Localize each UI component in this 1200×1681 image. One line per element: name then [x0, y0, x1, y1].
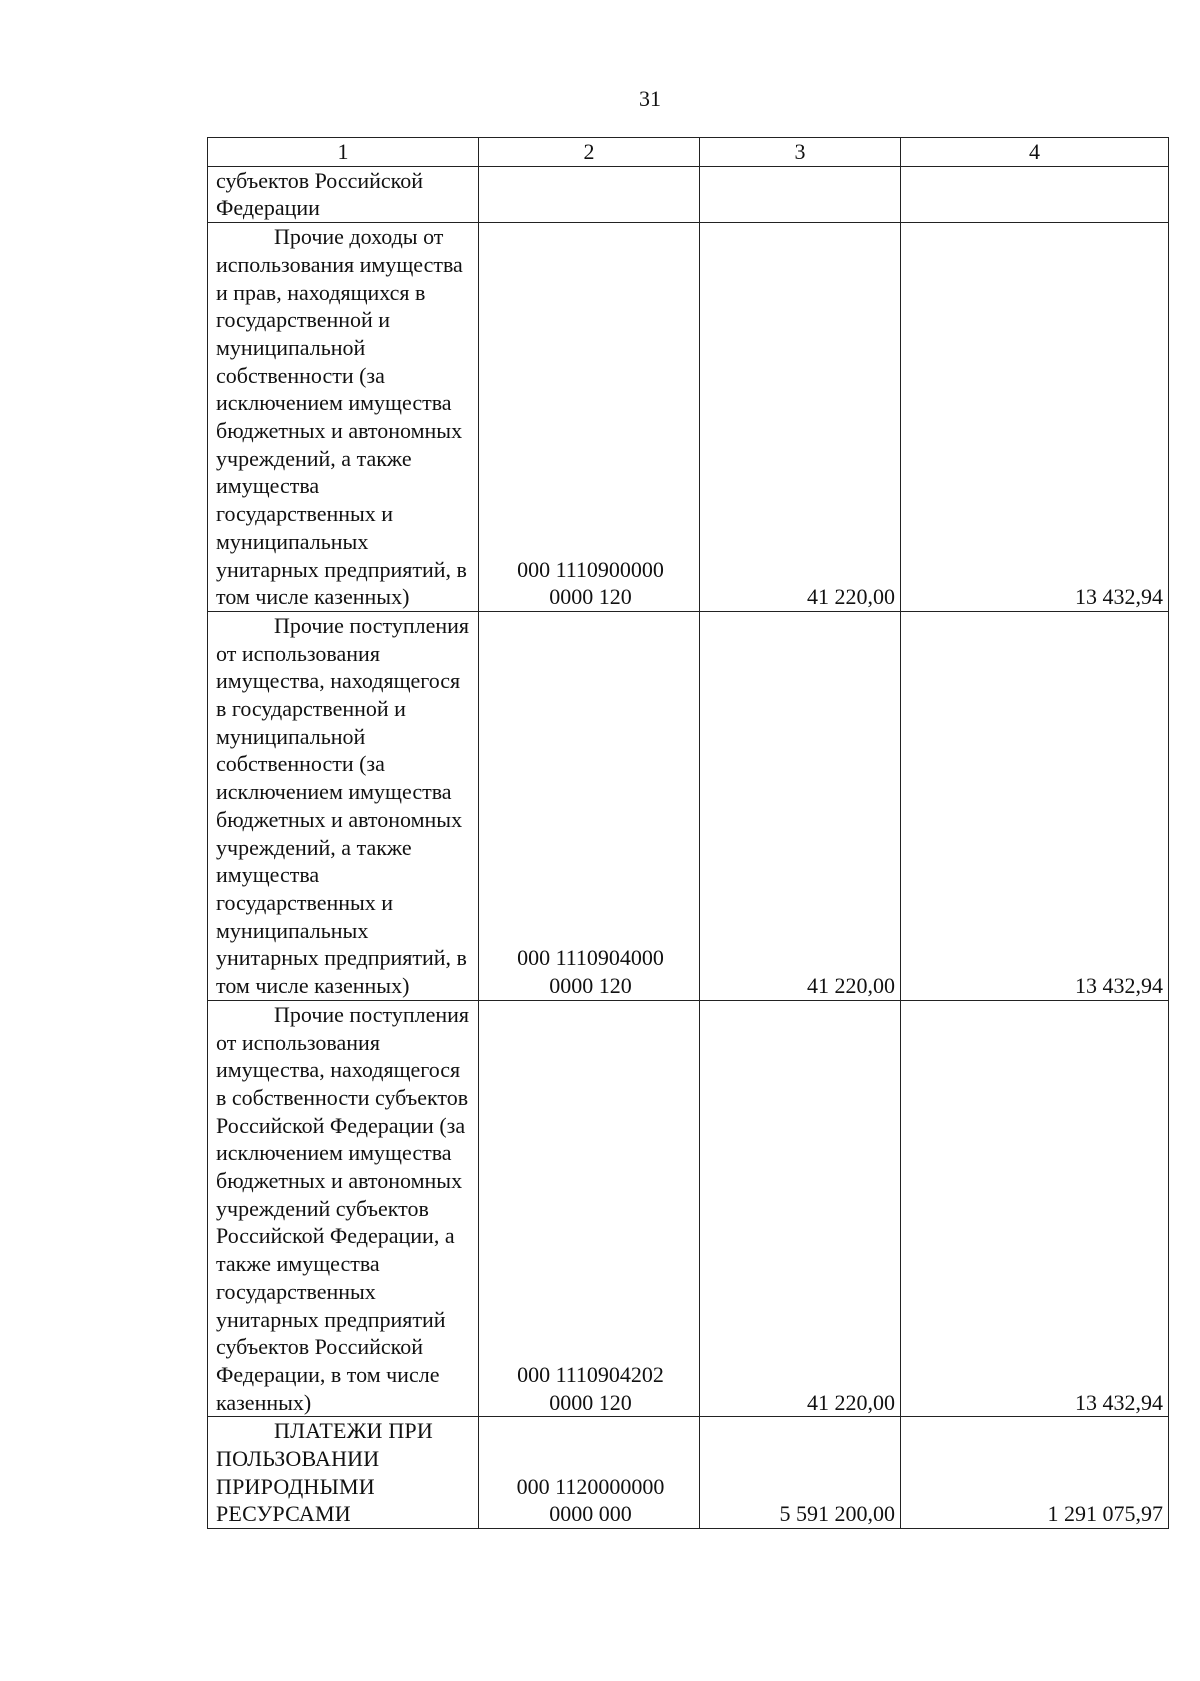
- plan-cell: 41 220,00: [700, 223, 901, 612]
- row-name-cell: [208, 611, 479, 1000]
- row-name-line: собственности (за: [216, 751, 385, 777]
- row-name-line: имущества, находящегося: [216, 1057, 461, 1083]
- code-cell: [479, 1000, 700, 1417]
- code-line: 000 1110904202: [517, 1361, 664, 1387]
- column-number-3: 3: [700, 138, 901, 167]
- code-line: 0000 120: [549, 584, 632, 610]
- table-row: [208, 611, 1169, 1000]
- table-row-continuation: [208, 166, 1169, 222]
- row-name-line: от использования: [216, 1029, 380, 1055]
- row-name-line: в государственной и: [216, 696, 406, 722]
- actual-cell: [901, 166, 1169, 222]
- code-line: 0000 000: [549, 1501, 632, 1527]
- budget-table: [207, 137, 1169, 1529]
- row-name-line: бюджетных и автономных: [216, 806, 463, 832]
- row-name-line: государственной и: [216, 307, 391, 333]
- code-line: 000 1120000000: [516, 1473, 665, 1499]
- row-name-line: унитарных предприятий, в: [216, 556, 467, 582]
- column-number-1: 1: [208, 138, 479, 167]
- row-name-line: Прочие поступления: [274, 1001, 470, 1027]
- row-name-line: государственных: [216, 1278, 376, 1304]
- row-name-line: использования имущества: [216, 251, 463, 277]
- row-name-cell: [208, 1417, 479, 1529]
- row-name-cell: [208, 223, 479, 612]
- row-name-cell: [208, 166, 479, 222]
- row-name-line: Прочие доходы от: [274, 224, 444, 250]
- row-name-line: ПРИРОДНЫМИ: [216, 1473, 375, 1499]
- row-name-line: также имущества: [216, 1251, 380, 1277]
- row-name-line: имущества, находящегося: [216, 668, 461, 694]
- code-cell: [479, 166, 700, 222]
- code-cell: [479, 223, 700, 612]
- row-name-line: собственности (за: [216, 362, 385, 388]
- row-name-line: в собственности субъектов: [216, 1084, 469, 1110]
- row-name-line: Прочие поступления: [274, 612, 470, 638]
- row-name-line: муниципальной: [216, 334, 366, 360]
- column-number-2: 2: [479, 138, 700, 167]
- column-number-row: [208, 138, 1169, 167]
- actual-cell: 13 432,94: [901, 223, 1169, 612]
- row-name-line: Федерации: [216, 195, 320, 221]
- plan-cell: 41 220,00: [700, 1000, 901, 1417]
- actual-cell: 1 291 075,97: [901, 1417, 1169, 1529]
- row-name-line: Российской Федерации (за: [216, 1112, 466, 1138]
- row-name-line: имущества: [216, 473, 320, 499]
- row-name-line: Российской Федерации, а: [216, 1223, 455, 1249]
- row-name-line: от использования: [216, 640, 380, 666]
- row-name-line: имущества: [216, 862, 320, 888]
- code-cell: [479, 611, 700, 1000]
- row-name-line: субъектов Российской: [216, 167, 424, 193]
- code-line: 0000 120: [549, 1389, 632, 1415]
- row-name-line: РЕСУРСАМИ: [216, 1501, 351, 1527]
- row-name-line: учреждений, а также: [216, 445, 412, 471]
- row-name-line: государственных и: [216, 501, 394, 527]
- row-name-line: учреждений субъектов: [216, 1195, 429, 1221]
- plan-cell: 5 591 200,00: [700, 1417, 901, 1529]
- row-name-line: учреждений, а также: [216, 834, 412, 860]
- column-number-4: 4: [901, 138, 1169, 167]
- actual-cell: 13 432,94: [901, 1000, 1169, 1417]
- row-name-line: муниципальной: [216, 723, 366, 749]
- code-line: 0000 120: [549, 973, 632, 999]
- actual-cell: 13 432,94: [901, 611, 1169, 1000]
- row-name-line: ПОЛЬЗОВАНИИ: [216, 1446, 380, 1472]
- row-name-line: том числе казенных): [216, 973, 410, 999]
- row-name-line: Федерации, в том числе: [216, 1361, 440, 1387]
- row-name-line: и прав, находящихся в: [216, 279, 426, 305]
- page-number: 31: [639, 86, 661, 111]
- row-name-line: унитарных предприятий: [216, 1306, 446, 1332]
- code-cell: [479, 1417, 700, 1529]
- row-name-line: государственных и: [216, 889, 394, 915]
- table-row: [208, 1417, 1169, 1529]
- row-name-line: унитарных предприятий, в: [216, 945, 467, 971]
- table-row: [208, 1000, 1169, 1417]
- table-row: [208, 223, 1169, 612]
- row-name-line: ПЛАТЕЖИ ПРИ: [274, 1418, 433, 1444]
- row-name-line: муниципальных: [216, 528, 369, 554]
- row-name-line: бюджетных и автономных: [216, 418, 463, 444]
- row-name-line: исключением имущества: [216, 1140, 452, 1166]
- plan-cell: [700, 166, 901, 222]
- row-name-line: том числе казенных): [216, 584, 410, 610]
- row-name-line: казенных): [216, 1389, 312, 1415]
- row-name-line: исключением имущества: [216, 390, 452, 416]
- row-name-line: субъектов Российской: [216, 1334, 424, 1360]
- code-line: 000 1110904000: [517, 945, 664, 971]
- row-name-cell: [208, 1000, 479, 1417]
- code-line: 000 1110900000: [517, 556, 664, 582]
- row-name-line: бюджетных и автономных: [216, 1168, 463, 1194]
- row-name-line: исключением имущества: [216, 779, 452, 805]
- row-name-line: муниципальных: [216, 917, 369, 943]
- plan-cell: 41 220,00: [700, 611, 901, 1000]
